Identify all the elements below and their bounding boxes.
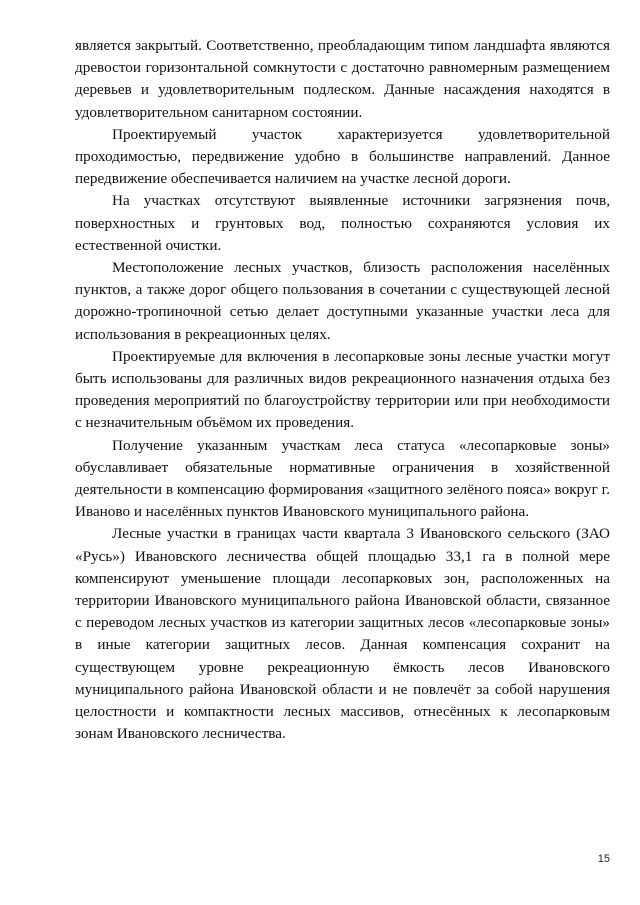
paragraph-2: Проектируемый участок характеризуется удовлетворительной проходимостью, передвижение удобно в большинстве направлений. Данное передвижение обеспечивается наличием на участке лесной дороги. [75,125,610,188]
page-number: 15 [597,853,610,865]
paragraph-7: Лесные участки в границах части квартала 3 Ивановского сельского (ЗАО «Русь») Ивановского лесничества общей площадью 33,1 га в полной мере компенсируют уменьшение площади лесопарковых зон, расположенных на территории Ивановского муниципального района Ивановской области, связанное с переводом лесных участков из категории защитных лесов «лесопарковые зоны» в иные категории защитных лесов. Данная компенсация сохранит на существующем уровне рекреационную ёмкость лесов Ивановского муниципального района Ивановской области и не повлечёт за собой нарушения целостности и компактности лесных массивов, отнесённых к лесопарковым зонам Ивановского лесничества. [75,525,610,743]
paragraph-5: Проектируемые для включения в лесопарковые зоны лесные участки могут быть использованы для различных видов рекреационного назначения отдыха без проведения мероприятий по благоустройству территории или при необходимости с незначительным объёмом их проведения. [75,347,610,432]
body-text [75,35,610,746]
paragraph-4: Местоположение лесных участков, близость расположения населённых пунктов, а также дорог общего пользования в сочетании с существующей лесной дорожно-тропиночной сетью делает доступными указанные участки леса для использования в рекреационных целях. [75,259,610,343]
paragraph-6: Получение указанным участкам леса статуса «лесопарковые зоны» обуславливает обязательные нормативные ограничения в хозяйственной деятельности в компенсацию формирования «защитного зелёного пояса» вокруг г. Иваново и населённых пунктов Ивановского муниципального района. [75,436,610,521]
paragraph-3: На участках отсутствуют выявленные источники загрязнения почв, поверхностных и грунтовых вод, полностью сохраняются условия их естественной очистки. [75,192,610,254]
paragraph-1: является закрытый. Соответственно, преобладающим типом ландшафта являются древостои горизонтальной сомкнутости с достаточно равномерным размещением деревьев и удовлетворительным подлеском. Данные насаждения находятся в удовлетворительном санитарном состоянии. [75,37,610,121]
